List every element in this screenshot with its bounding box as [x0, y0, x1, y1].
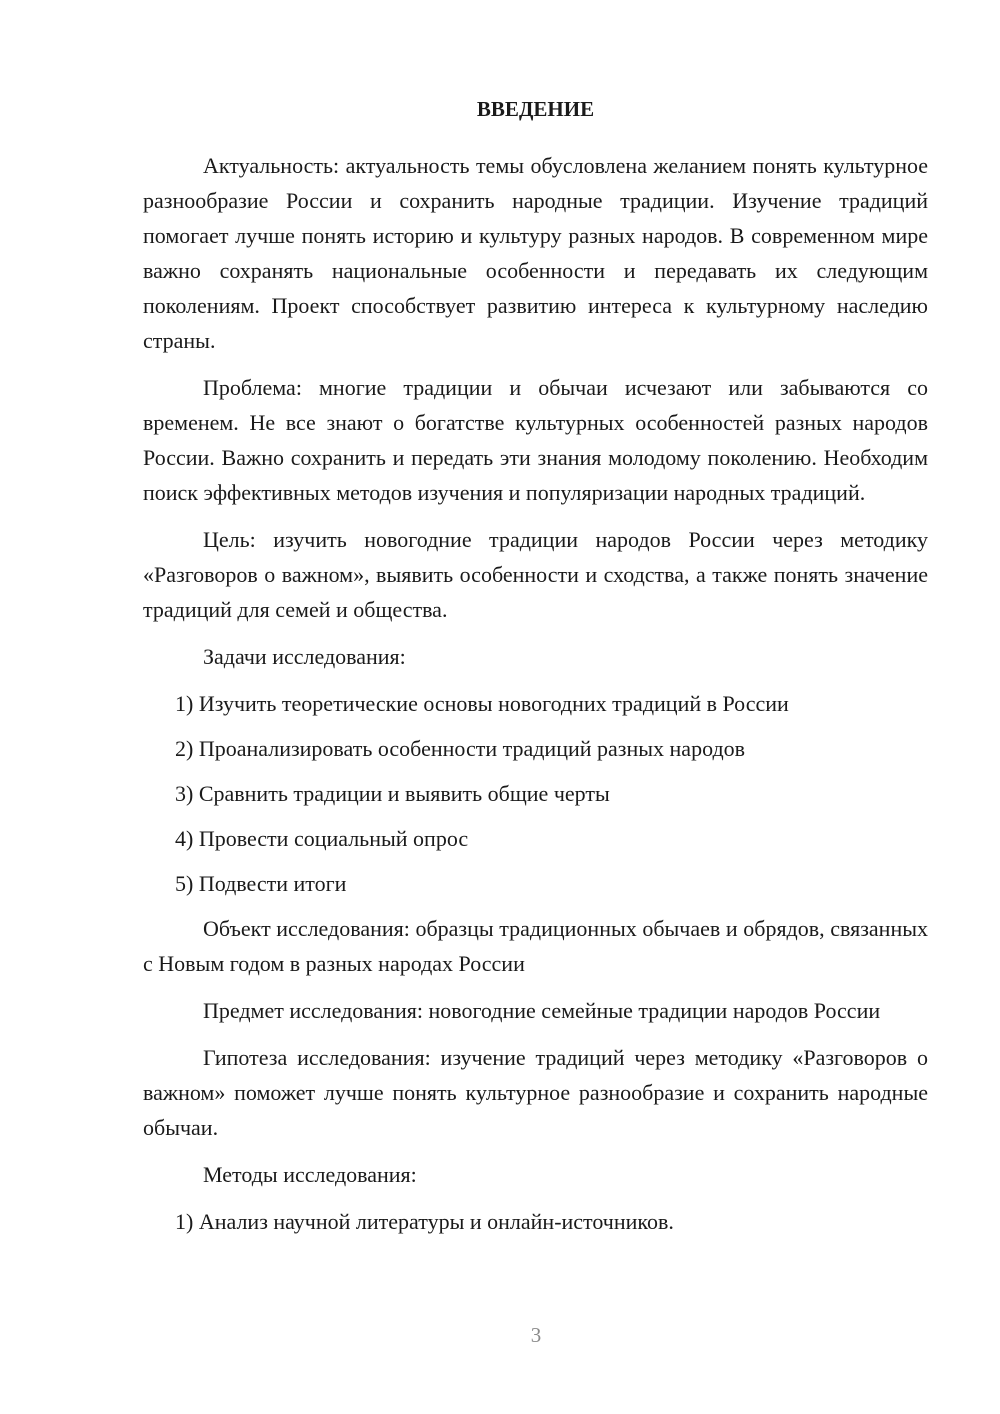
- page-number: 3: [530, 1323, 542, 1347]
- method-item-1: 1) Анализ научной литературы и онлайн-источников.: [175, 1209, 674, 1234]
- methods-heading: Методы исследования:: [203, 1162, 417, 1187]
- hypothesis-paragraph: Гипотеза исследования: изучение традиций через методику «Разговоров о важном» поможет лучше понять культурное разнообразие и сохранить народные обычаи.: [143, 1045, 928, 1140]
- task-item-2: 2) Проанализировать особенности традиций разных народов: [175, 736, 746, 761]
- task-item-4: 4) Провести социальный опрос: [175, 826, 469, 851]
- task-item-1: 1) Изучить теоретические основы новогодних традиций в России: [175, 691, 789, 716]
- task-item-5: 5) Подвести итоги: [175, 871, 347, 896]
- relevance-paragraph: Актуальность: актуальность темы обусловлена желанием понять культурное разнообразие России и сохранить народные традиции. Изучение традиций помогает лучше понять историю и культуру разных народов. В современном мире важно сохранять национальные особенности и передавать их следующим поколениям. Проект способствует развитию интереса к культурному наследию страны.: [143, 153, 928, 353]
- page-title: ВВЕДЕНИЕ: [476, 97, 595, 121]
- goal-paragraph: Цель: изучить новогодние традиции народов России через методику «Разговоров о важном», выявить особенности и сходства, а также понять значение традиций для семей и общества.: [143, 527, 928, 622]
- task-item-3: 3) Сравнить традиции и выявить общие черты: [175, 781, 610, 806]
- subject-paragraph: Предмет исследования: новогодние семейные традиции народов России: [203, 998, 881, 1023]
- problem-paragraph: Проблема: многие традиции и обычаи исчезают или забываются со временем. Не все знают о богатстве культурных особенностей разных народов России. Важно сохранить и передать эти знания молодому поколению. Необходим поиск эффективных методов изучения и популяризации народных традиций.: [143, 375, 928, 505]
- tasks-heading: Задачи исследования:: [203, 644, 406, 669]
- object-paragraph: Объект исследования: образцы традиционных обычаев и обрядов, связанных с Новым годом в разных народах России: [143, 916, 928, 976]
- page-content: [143, 92, 928, 1249]
